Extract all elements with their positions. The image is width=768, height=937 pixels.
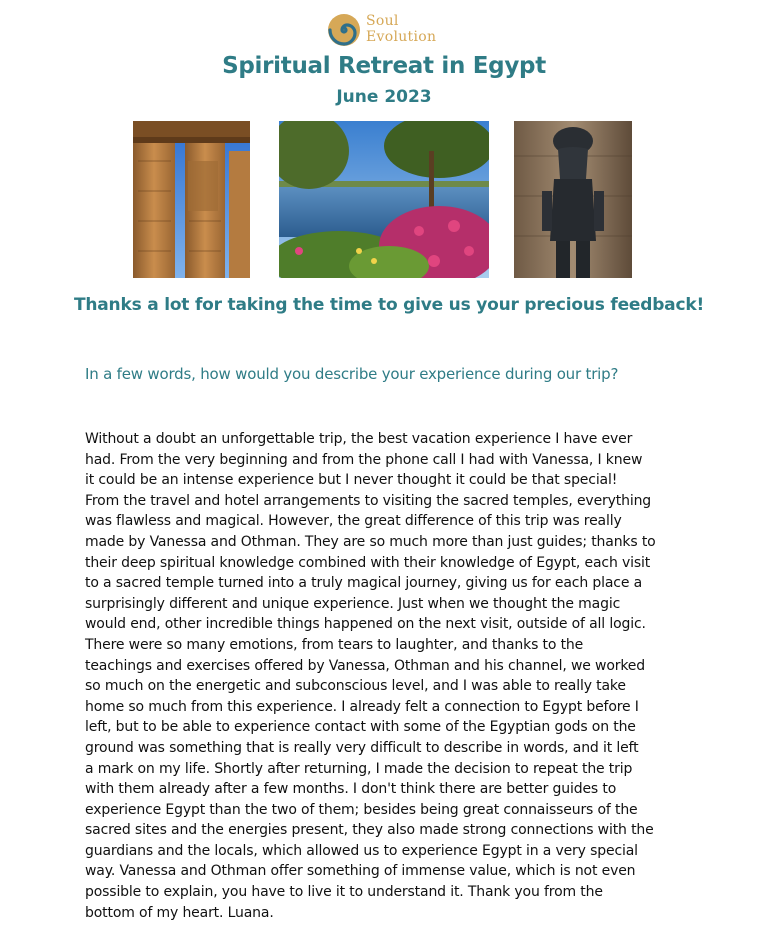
page-title: Spiritual Retreat in Egypt xyxy=(222,53,546,79)
answer-line: to a sacred temple turned into a truly magical journey, giving us for each place a xyxy=(85,575,643,592)
answer-line: way. Vanessa and Othman offer something of immense value, which is not even xyxy=(85,863,636,880)
answer-line: experience Egypt than the two of them; besides being great connaisseurs of the xyxy=(85,801,638,818)
sekhmet-statue-photo xyxy=(514,121,632,278)
page-subtitle: June 2023 xyxy=(336,87,432,107)
answer-line: would end, other incredible things happened on the next visit, outside of all logic. xyxy=(85,616,646,633)
answer-line: home so much from this experience. I already felt a connection to Egypt before I xyxy=(85,698,639,715)
temple-columns-photo xyxy=(133,121,250,278)
nile-river-photo xyxy=(279,121,489,278)
brand-logo xyxy=(326,11,446,51)
answer-line: was flawless and magical. However, the great difference of this trip was really xyxy=(85,513,622,530)
brand-name xyxy=(366,13,436,45)
survey-answer xyxy=(85,429,705,923)
answer-line: Without a doubt an unforgettable trip, the best vacation experience I have ever xyxy=(85,431,633,447)
answer-line: bottom of my heart. Luana. xyxy=(85,904,274,921)
survey-question: In a few words, how would you describe your experience during our trip? xyxy=(85,365,619,383)
answer-line: possible to explain, you have to live it to understand it. Thank you from the xyxy=(85,884,603,901)
answer-line: guardians and the locals, which allowed us to experience Egypt in a very special xyxy=(85,842,638,859)
thanks-message: Thanks a lot for taking the time to give us your precious feedback! xyxy=(73,295,704,315)
answer-line: their deep spiritual knowledge combined with their knowledge of Egypt, each visit xyxy=(85,554,651,571)
answer-line: There were so many emotions, from tears to laughter, and thanks to the xyxy=(85,636,584,653)
answer-line: sacred sites and the energies present, they also made strong connections with the xyxy=(85,822,654,839)
answer-line: had. From the very beginning and from the phone call I had with Vanessa, I knew xyxy=(85,451,643,468)
answer-line: ground was something that is really very difficult to describe in words, and it left xyxy=(85,739,639,756)
answer-line: surprisingly different and unique experience. Just when we thought the magic xyxy=(85,595,621,612)
answer-line: with them already after a few months. I don't think there are better guides to xyxy=(85,781,617,798)
answer-line: it could be an intense experience but I never thought it could be that special! xyxy=(85,472,618,489)
brand-name-line2: Evolution xyxy=(366,29,437,45)
answer-line: a mark on my life. Shortly after returning, I made the decision to repeat the trip xyxy=(85,760,633,777)
answer-line: teachings and exercises offered by Vanessa, Othman and his channel, we worked xyxy=(85,657,645,674)
answer-line: made by Vanessa and Othman. They are so much more than just guides; thanks to xyxy=(85,533,656,550)
brand-name-line1: Soul xyxy=(366,13,399,29)
answer-line: From the travel and hotel arrangements to visiting the sacred temples, everything xyxy=(85,492,652,509)
answer-line: left, but to be able to experience contact with some of the Egyptian gods on the xyxy=(85,719,636,736)
spiral-icon xyxy=(326,11,362,49)
answer-line: so much on the energetic and subconscious level, and I was able to really take xyxy=(85,678,626,695)
